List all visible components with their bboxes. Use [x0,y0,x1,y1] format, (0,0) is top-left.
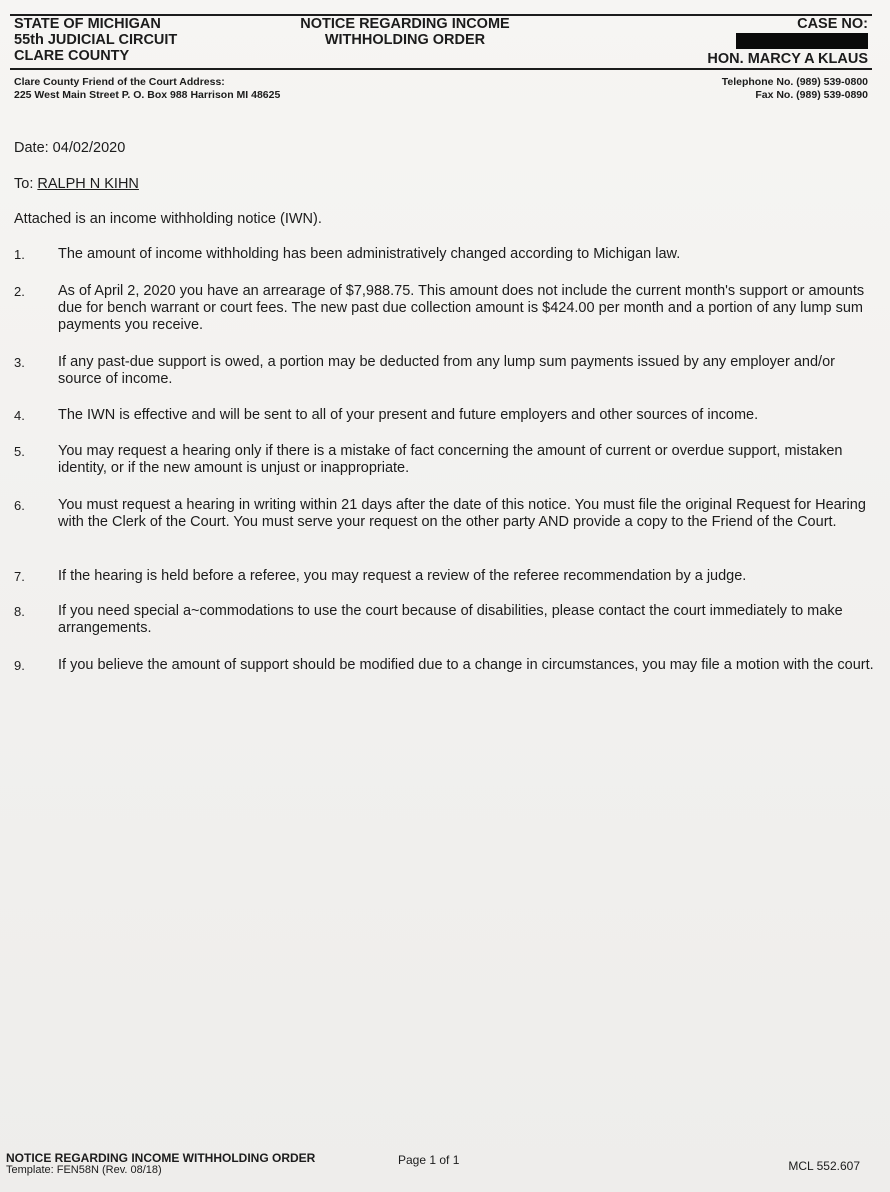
court-county: CLARE COUNTY [14,48,130,64]
footer-template-id: Template: FEN58N (Rev. 08/18) [6,1164,162,1176]
court-info [14,16,177,64]
item-text: As of April 2, 2020 you have an arrearage of $7,988.75. This amount does not include the current month's support or amounts due for bench warrant or court fees. The new past due collection amount is $424.00 per month and a portion of any lump sum payments you receive. [58,283,865,333]
item-number: 8. [14,604,25,619]
item-text: If you believe the amount of support should be modified due to a change in circumstances, you may file a motion with the court. [58,657,874,673]
notice-title [260,16,550,48]
item-number: 2. [14,284,25,299]
item-number: 3. [14,355,25,370]
item-number: 9. [14,658,25,673]
foc-address-label: Clare County Friend of the Court Address: [14,76,225,88]
header-divider [10,68,872,70]
notice-title-line-2: WITHHOLDING ORDER [324,32,486,48]
footer-form-title: NOTICE REGARDING INCOME WITHHOLDING ORDER [6,1151,316,1165]
recipient-line [14,176,139,192]
intro-text: Attached is an income withholding notice (IWN). [14,211,322,227]
item-text: If the hearing is held before a referee, you may request a review of the referee recommendation by a judge. [58,568,747,584]
footer-statute: MCL 552.607 [788,1159,860,1173]
notice-title-line-1: NOTICE REGARDING INCOME [300,16,510,32]
item-text: If any past-due support is owed, a portion may be deducted from any lump sum payments issued by any employer and/or source of income. [58,354,835,387]
case-number-label: CASE NO: [797,16,868,32]
court-circuit: 55th JUDICIAL CIRCUIT [14,32,178,48]
foc-contact-block [722,76,868,102]
item-text: The IWN is effective and will be sent to all of your present and future employers and other sources of income. [58,407,759,423]
case-number-redaction [736,33,868,49]
recipient-name: RALPH N KIHN [37,176,139,192]
item-text: You may request a hearing only if there is a mistake of fact concerning the amount of current or overdue support, mistaken identity, or if the new amount is unjust or inappropriate. [58,443,843,476]
item-number: 7. [14,569,25,584]
item-number: 5. [14,444,25,459]
judge-name: HON. MARCY A KLAUS [707,51,868,67]
foc-address-block [14,76,280,102]
item-number: 4. [14,408,25,423]
court-state: STATE OF MICHIGAN [14,16,161,32]
foc-address: 225 West Main Street P. O. Box 988 Harrison MI 48625 [14,89,281,101]
foc-telephone: Telephone No. (989) 539-0800 [721,76,868,88]
item-text: You must request a hearing in writing within 21 days after the date of this notice. You must file the original Request for Hearing with the Clerk of the Court. You must serve your request on the other party AND provide a copy to the Friend of the Court. [58,497,866,530]
foc-fax: Fax No. (989) 539-0890 [755,89,868,101]
item-number: 1. [14,247,25,262]
footer-page-number: Page 1 of 1 [398,1153,460,1167]
case-number-block [736,16,868,53]
item-text: If you need special a~commodations to use the court because of disabilities, please contact the court immediately to make arrangements. [58,603,843,636]
recipient-label: To: [14,176,34,192]
item-text: The amount of income withholding has been administratively changed according to Michigan law. [58,246,681,262]
item-number: 6. [14,498,25,513]
notice-date: Date: 04/02/2020 [14,140,126,156]
